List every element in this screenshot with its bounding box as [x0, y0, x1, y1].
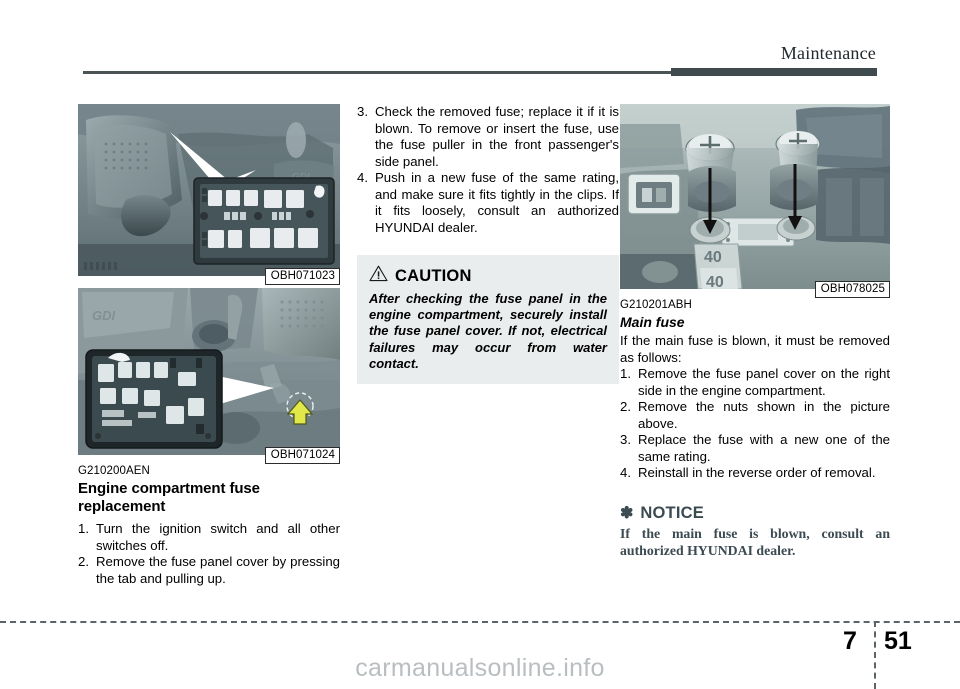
step-number: 1.	[620, 366, 631, 381]
step-text: Push in a new fuse of the same rating, and make sure it fits tightly in the clips. If it fits loosely, consult an authorized HYUNDAI dealer.	[375, 170, 619, 235]
step-text: Reinstall in the reverse order of removal.	[638, 465, 876, 480]
step-number: 3.	[620, 432, 631, 447]
list-item	[78, 521, 340, 554]
steps-list-middle	[357, 104, 619, 236]
steps-list-right	[620, 366, 890, 482]
step-text: Remove the nuts shown in the picture above.	[638, 399, 890, 431]
list-item	[357, 104, 619, 170]
subsection-heading-main-fuse: Main fuse	[620, 314, 685, 330]
step-number: 2.	[78, 554, 89, 569]
footer-divider	[0, 621, 960, 623]
step-number: 2.	[620, 399, 631, 414]
steps-list-left	[78, 521, 340, 587]
right-column	[620, 104, 890, 559]
list-item	[78, 554, 340, 587]
left-column	[78, 104, 340, 587]
list-item	[620, 366, 890, 399]
caution-box	[357, 255, 619, 384]
step-text: Replace the fuse with a new one of the same rating.	[638, 432, 890, 464]
step-number: 4.	[620, 465, 631, 480]
figure-caption: OBH071024	[265, 447, 340, 464]
page-header	[0, 0, 960, 86]
main-fuse-intro: If the main fuse is blown, it must be removed as follows:	[620, 333, 890, 365]
list-item	[620, 399, 890, 432]
notice-block	[620, 504, 890, 559]
watermark: carmanualsonline.info	[355, 654, 605, 682]
figure-engine-bay-fusepanel	[78, 104, 340, 282]
asterisk-icon: ✽	[620, 504, 634, 522]
main-fuse-image	[620, 104, 890, 289]
page-number: 51	[884, 627, 912, 655]
list-item	[357, 170, 619, 236]
figure-main-fuse	[620, 104, 890, 295]
step-text: Remove the fuse panel cover on the right side in the engine compartment.	[638, 366, 890, 398]
step-number: 1.	[78, 521, 89, 536]
doc-code-right: G210201ABH	[620, 299, 692, 311]
list-item	[620, 465, 890, 482]
step-number: 4.	[357, 170, 368, 185]
step-text: Turn the ignition switch and all other switches off.	[96, 521, 340, 553]
figure-engine-bay-cover	[78, 288, 340, 461]
doc-code-left: G210200AEN	[78, 465, 150, 477]
caution-label: CAUTION	[395, 266, 472, 285]
caution-header	[369, 265, 607, 287]
header-rule-thick	[671, 68, 877, 76]
page-title: Maintenance	[780, 43, 876, 63]
figure-caption: OBH071023	[265, 268, 340, 285]
step-text: Check the removed fuse; replace it if it is blown. To remove or insert the fuse, use the fuse puller in the front passenger's side panel.	[375, 104, 619, 169]
list-item	[620, 432, 890, 465]
notice-text: If the main fuse is blown, consult an authorized HYUNDAI dealer.	[620, 525, 890, 558]
step-text: Remove the fuse panel cover by pressing the tab and pulling up.	[96, 554, 340, 586]
fuse-rating-label: 40	[704, 249, 722, 266]
fuse-rating-label: 40	[706, 274, 724, 289]
header-rule-thin	[83, 71, 671, 74]
notice-label: NOTICE	[640, 503, 704, 522]
engine-bay-cover-image	[78, 288, 340, 455]
notice-header	[620, 504, 890, 523]
engine-bay-fusepanel-image	[78, 104, 340, 276]
section-heading-engine-fuse-replacement: Engine compartment fuse replacement	[78, 480, 260, 515]
chapter-number: 7	[843, 627, 857, 655]
middle-column	[357, 104, 619, 384]
step-number: 3.	[357, 104, 368, 119]
warning-triangle-icon	[369, 265, 388, 287]
svg-text:GDI: GDI	[92, 308, 116, 323]
caution-text: After checking the fuse panel in the engine compartment, securely install the fuse panel cover. If not, electrical failures may occur from water contact.	[369, 291, 607, 371]
figure-caption: OBH078025	[815, 281, 890, 298]
